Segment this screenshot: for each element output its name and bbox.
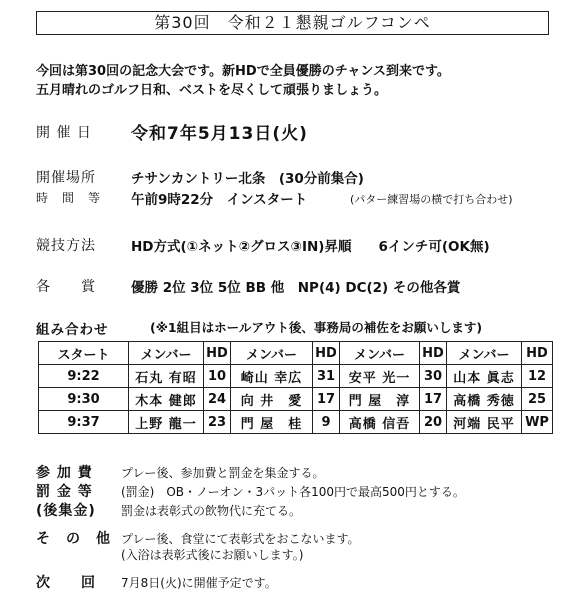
time-note: (パター練習場の横で打ち合わせ) — [350, 193, 513, 206]
pairing-header-row — [39, 342, 553, 365]
member-hd: WP — [522, 411, 553, 434]
page-title: 第30回 令和２１懇親ゴルフコンペ — [36, 11, 549, 35]
start-time: 9:22 — [39, 365, 129, 388]
member-hd: 17 — [313, 388, 340, 411]
pairing-note: (※1組目はホールアウト後、事務局の補佐をお願いします) — [150, 320, 483, 335]
member-hd: 24 — [204, 388, 231, 411]
header-start: スタート — [39, 342, 129, 365]
member-name: 向 井 愛 — [231, 388, 313, 411]
method-value: HD方式(①ネット②グロス③IN)昇順 6インチ可(OK無) — [131, 239, 490, 255]
member-hd: 17 — [420, 388, 447, 411]
header-hd: HD — [522, 342, 553, 365]
member-name: 山本 眞志 — [447, 365, 522, 388]
member-name: 河端 民平 — [447, 411, 522, 434]
member-hd: 30 — [420, 365, 447, 388]
member-name: 石丸 有昭 — [129, 365, 204, 388]
table-row — [39, 388, 553, 411]
prize-value: 優勝 2位 3位 5位 BB 他 NP(4) DC(2) その他各賞 — [131, 280, 461, 296]
pairing-table — [38, 341, 553, 434]
member-name: 崎山 幸広 — [231, 365, 313, 388]
member-name: 門 屋 淳 — [340, 388, 420, 411]
member-name: 高橋 信吾 — [340, 411, 420, 434]
method-label: 競技方法 — [36, 238, 96, 254]
header-member: メンバー — [129, 342, 204, 365]
time-label: 時 間 等 — [36, 191, 102, 205]
member-hd: 31 — [313, 365, 340, 388]
other-text: プレー後、食堂にて表彰式をおこないます。 — [121, 532, 360, 546]
date-value: 令和7年5月13日(火) — [131, 124, 308, 144]
member-name: 高橋 秀徳 — [447, 388, 522, 411]
header-hd: HD — [204, 342, 231, 365]
collect-label: (後集金) — [36, 503, 96, 519]
member-name: 安平 光一 — [340, 365, 420, 388]
intro-line-2: 五月晴れのゴルフ日和、ベストを尽くして頑張りましょう。 — [36, 83, 388, 98]
intro-line-1: 今回は第30回の記念大会です。新HDで全員優勝のチャンス到来です。 — [36, 64, 450, 79]
member-name: 門 屋 桂 — [231, 411, 313, 434]
header-member: メンバー — [447, 342, 522, 365]
member-hd: 25 — [522, 388, 553, 411]
fee-label: 参 加 費 — [36, 465, 93, 481]
member-hd: 10 — [204, 365, 231, 388]
table-row — [39, 411, 553, 434]
next-text: 7月8日(火)に開催予定です。 — [121, 576, 277, 590]
member-hd: 12 — [522, 365, 553, 388]
next-label: 次 回 — [36, 575, 96, 591]
pairing-label: 組み合わせ — [36, 322, 109, 338]
venue-value: チサンカントリー北条 (30分前集合) — [131, 171, 364, 187]
start-time: 9:30 — [39, 388, 129, 411]
table-row — [39, 365, 553, 388]
member-name: 上野 龍一 — [129, 411, 204, 434]
member-hd: 20 — [420, 411, 447, 434]
penalty-label: 罰 金 等 — [36, 484, 93, 500]
venue-label: 開催場所 — [36, 170, 96, 186]
prize-label: 各 賞 — [36, 279, 96, 295]
date-label: 開 催 日 — [36, 125, 92, 141]
member-hd: 9 — [313, 411, 340, 434]
header-hd: HD — [420, 342, 447, 365]
header-member: メンバー — [340, 342, 420, 365]
member-name: 木本 健郎 — [129, 388, 204, 411]
penalty-text: (罰金) OB・ノーオン・3パット各100円で最高500円とする。 — [121, 485, 465, 499]
collect-text: 罰金は表彰式の飲物代に充てる。 — [121, 504, 302, 518]
other-text-2: (入浴は表彰式後にお願いします。) — [121, 548, 304, 562]
header-member: メンバー — [231, 342, 313, 365]
start-time: 9:37 — [39, 411, 129, 434]
fee-text: プレー後、参加費と罰金を集金する。 — [121, 466, 325, 480]
other-label: そ の 他 — [36, 531, 111, 547]
member-hd: 23 — [204, 411, 231, 434]
time-value: 午前9時22分 インスタート — [131, 192, 308, 208]
header-hd: HD — [313, 342, 340, 365]
